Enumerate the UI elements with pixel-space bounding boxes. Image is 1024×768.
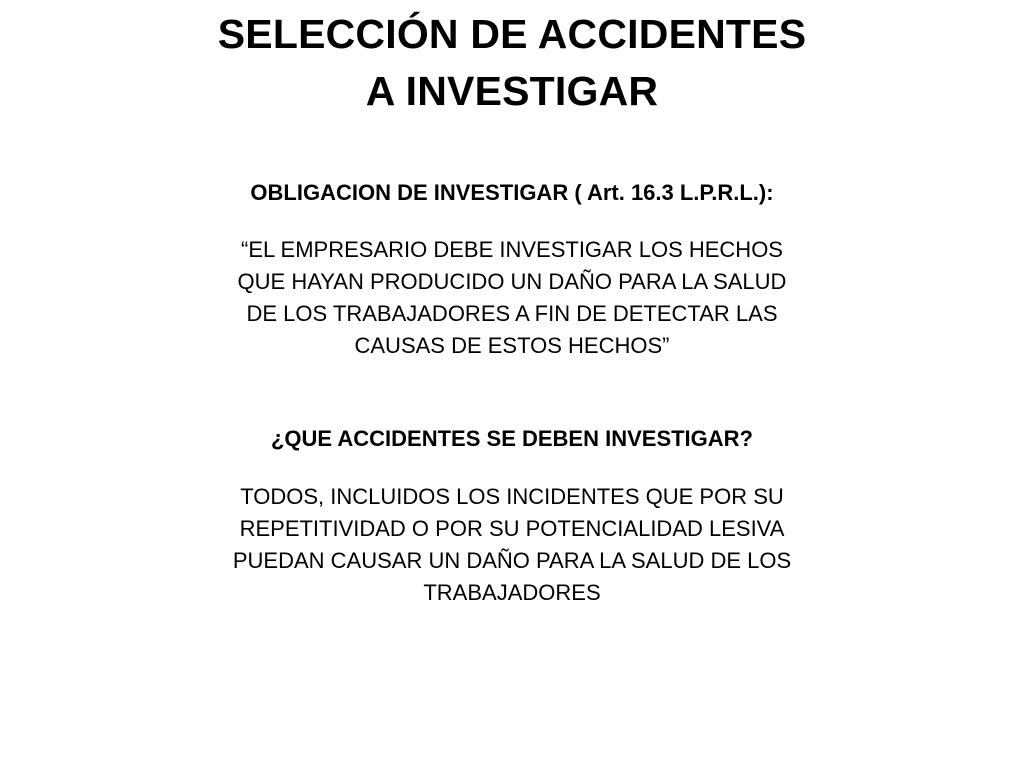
answer-line-4: TRABAJADORES <box>423 580 601 605</box>
slide-title-line-1: SELECCIÓN DE ACCIDENTES <box>217 11 807 57</box>
quote-line-3: DE LOS TRABAJADORES A FIN DE DETECTAR LAS <box>246 301 778 326</box>
answer-line-3: PUEDAN CAUSAR UN DAÑO PARA LA SALUD DE LOS <box>232 548 792 573</box>
obligation-heading: OBLIGACION DE INVESTIGAR ( Art. 16.3 L.P.R.L.): <box>250 180 774 205</box>
quote-line-2: QUE HAYAN PRODUCIDO UN DAÑO PARA LA SALUD <box>237 269 787 294</box>
quote-line-1: “EL EMPRESARIO DEBE INVESTIGAR LOS HECHOS <box>241 237 783 262</box>
slide-title-line-2: A INVESTIGAR <box>365 68 659 114</box>
quote-line-4: CAUSAS DE ESTOS HECHOS” <box>354 333 670 358</box>
answer-line-2: REPETITIVIDAD O POR SU POTENCIALIDAD LESIVA <box>239 516 785 541</box>
answer-line-1: TODOS, INCLUIDOS LOS INCIDENTES QUE POR SU <box>240 484 784 509</box>
question-heading: ¿QUE ACCIDENTES SE DEBEN INVESTIGAR? <box>270 426 753 451</box>
